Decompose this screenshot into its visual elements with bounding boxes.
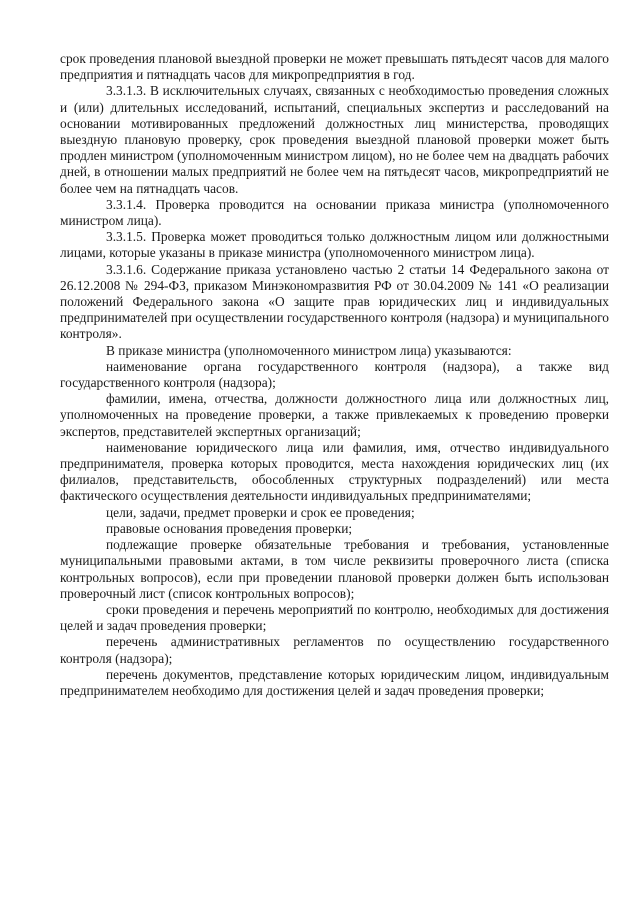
list-item-regulations: перечень административных регламентов по осуществлению государственного контроля (надзора); <box>60 634 609 666</box>
paragraph-3-3-1-4: 3.3.1.4. Проверка проводится на основании приказа министра (уполномоченного министром лица). <box>60 196 609 229</box>
list-item-officials: фамилии, имена, отчества, должности должностного лица или должностных лиц, уполномоченных на проведение проверки, а также привлекаемых к проведению проверки экспертов, представителей экспертных организаций; <box>60 391 609 439</box>
list-item-requirements: подлежащие проверке обязательные требования и требования, установленные муниципальными правовыми актами, в том числе реквизиты проверочного листа (списка контрольных вопросов), если при проведении плановой проверки должен быть использован проверочный лист (список контрольных вопросов); <box>60 537 609 601</box>
document-page <box>60 51 609 699</box>
paragraph-continuation: срок проведения плановой выездной проверки не может превышать пятьдесят часов для малого предприятия и пятнадцать часов для микропредприятия в год. <box>60 51 609 83</box>
paragraph-3-3-1-3: 3.3.1.3. В исключительных случаях, связанных с необходимостью проведения сложных и (или) длительных исследований, испытаний, специальных экспертиз и расследований на основании мотивированных предложений должностных лиц министерства, проводящих выездную плановую проверку, срок проведения выездной плановой проверки может быть продлен министром (уполномоченным министром лицом), но не более чем на двадцать рабочих дней, в отношении малых предприятий не более чем на пятьдесят часов, микропредприятий не более чем на пятнадцать часов. <box>60 83 609 196</box>
list-item-legal-basis: правовые основания проведения проверки; <box>106 520 353 536</box>
list-item-terms: сроки проведения и перечень мероприятий по контролю, необходимых для достижения целей и задач проведения проверки; <box>60 601 609 634</box>
list-item-control-body: наименование органа государственного контроля (надзора), а также вид государственного контроля (надзора); <box>60 358 609 391</box>
paragraph-3-3-1-5: 3.3.1.5. Проверка может проводиться только должностным лицом или должностными лицами, которые указаны в приказе министра (уполномоченного министром лица). <box>60 229 609 261</box>
list-item-goals: цели, задачи, предмет проверки и срок ее проведения; <box>106 504 415 520</box>
paragraph-3-3-1-6: 3.3.1.6. Содержание приказа установлено частью 2 статьи 14 Федерального закона от 26.12.2008 № 294-ФЗ, приказом Минэкономразвития РФ от 30.04.2009 № 141 «О реализации положений Федерального закона «О защите прав юридических лиц и индивидуальных предпринимателей при осуществлении государственного контроля (надзора) и муниципального контроля». <box>60 261 609 342</box>
list-item-documents: перечень документов, представление которых юридическим лицом, индивидуальным предпринимателем необходимо для достижения целей и задач проведения проверки; <box>60 666 609 698</box>
paragraph-order-intro: В приказе министра (уполномоченного министром лица) указываются: <box>106 342 512 358</box>
list-item-entity: наименование юридического лица или фамилия, имя, отчество индивидуального предпринимателя, проверка которых проводится, места нахождения юридических лиц (их филиалов, представительств, обособленных структурных подразделений) или места фактического осуществления деятельности индивидуальных предпринимателями; <box>60 439 609 504</box>
